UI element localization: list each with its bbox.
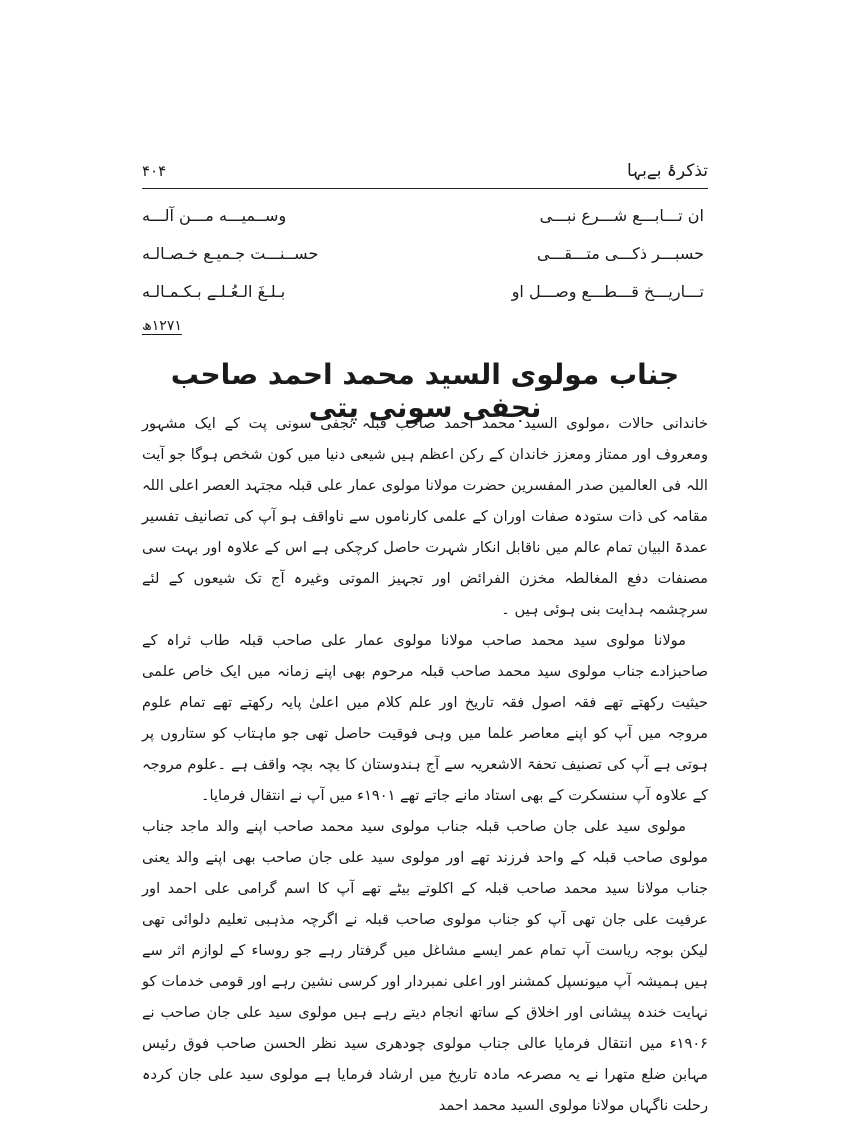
paragraph: مولوی سید علی جان صاحب قبلہ جناب مولوی سید محمد صاحب اپنے والد ماجد جناب مولوی صاحب قبلہ کے واحد فرزند تھے اور مولوی سید علی جان صاحب بھی اپنے والد یعنی جناب مولانا سید محمد صاحب قبلہ کے اکلوتے بیٹے تھے آپ کا اسم گرامی علی احمد اور عرفیت علی جان تھی آپ کو جناب مولوی صاحب قبلہ نے اگرچہ مذہبی تعلیم دلوائی تھی لیکن بوجہ ریاست آپ تمام عمر ایسے مشاغل میں گرفتار رہے جو روساء کے لوازم اثر سے ہیں ہمیشہ آپ میونسپل کمشنر اور اعلی نمبردار اور کرسی نشین رہے اور قومی خدمات کو نہایت خندہ پیشانی اور اخلاق کے ساتھ انجام دیتے رہے ہیں مولوی سید علی جان صاحب نے ۱۹۰۶ء میں انتقال فرمایا عالی جناب مولوی چودھری سید نظر الحسن صاحب فوق رئیس مہابن ضلع متھرا نے یہ مصرعہ مادہ تاریخ میں ارشاد فرمایا ہے مولوی سید علی جان کردہ رحلت ناگہاں مولانا مولوی السید محمد احمد [142,818,708,1114]
verse-line [142,206,708,236]
header-rule [142,188,708,189]
page-header [142,160,708,186]
verse-hemistich-right: ان تـــابـــع شـــرع نبـــی [539,206,704,225]
running-title: تذکرۂ بےبہا [626,161,708,181]
verse-hemistich-right: تـــاریـــخ قـــطـــع وصـــل او [511,282,704,301]
verse-hemistich-left: حســنـــت جـمیـع خـصـالـه [142,244,319,263]
body-text [142,408,708,1121]
section-title: جناب مولوی السید محمد احمد صاحب نجفی سونی پتی [170,358,680,424]
verse-line [142,244,708,274]
paragraph: مولانا مولوی سید محمد صاحب مولانا مولوی عمار علی صاحب قبلہ طاب ثراہ کے صاحبزادے جناب مولوی سید محمد صاحب قبلہ مرحوم بھی اپنے زمانہ میں ایک خاص علمی حیثیت رکھتے تھے فقہ اصول فقہ تاریخ اور علم کلام میں اعلیٰ پایہ رکھتے تھے تمام علوم مروجہ میں آپ کو اپنے معاصر علما میں وہی فوقیت حاصل تھی جو ماہتاب کو ستاروں پر ہوتی ہے آپ کی تصنیف تحفۃ الاشعریہ سے آج ہندوستان کا بچہ بچہ واقف ہے ۔علوم مروجہ کے علاوہ آپ سنسکرت کے بھی استاد مانے جاتے تھے ۱۹۰۱ء میں آپ نے انتقال فرمایا۔ [142,632,708,804]
paragraph: خاندانی حالات ،مولوی السید محمد احمد صاحب قبلہ نجفی سونی پت کے ایک مشہور ومعروف اور ممتاز ومعزز خاندان کے رکن اعظم ہیں شیعی دنیا میں کون شخص ہوگا جو آیت اللہ فی العالمین صدر المفسرین حضرت مولانا مولوی عمار علی قبلہ مجتہد العصر اعلی اللہ مقامہ کی ذات ستودہ صفات اوران کے علمی کارناموں سے ناواقف ہو آپ کی تصانیف تفسیر عمدۃ البیان تمام عالم میں ناقابل انکار شہرت حاصل کرچکی ہے اس کے علاوہ اور بہت سی مصنفات دفع المغالطہ مخزن الفرائض اور تجہیز الموتی وغیرہ آج تک شیعوں کے لئے سرچشمہ ہدایت بنی ہوئی ہیں ۔ [142,415,708,618]
page-number: ۴۰۴ [142,162,167,180]
verse-hemistich-left: بـلـغَ الـعُـلـے بـکـمـالـه [142,282,286,301]
verse-hemistich-right: حسبـــر ذکـــی متـــقـــی [536,244,704,263]
verse-line [142,282,708,312]
verse-hemistich-left: وســمیـــه مـــن آلـــه [142,206,287,225]
chronogram-year: ۱۲۷۱ھ [142,318,182,334]
